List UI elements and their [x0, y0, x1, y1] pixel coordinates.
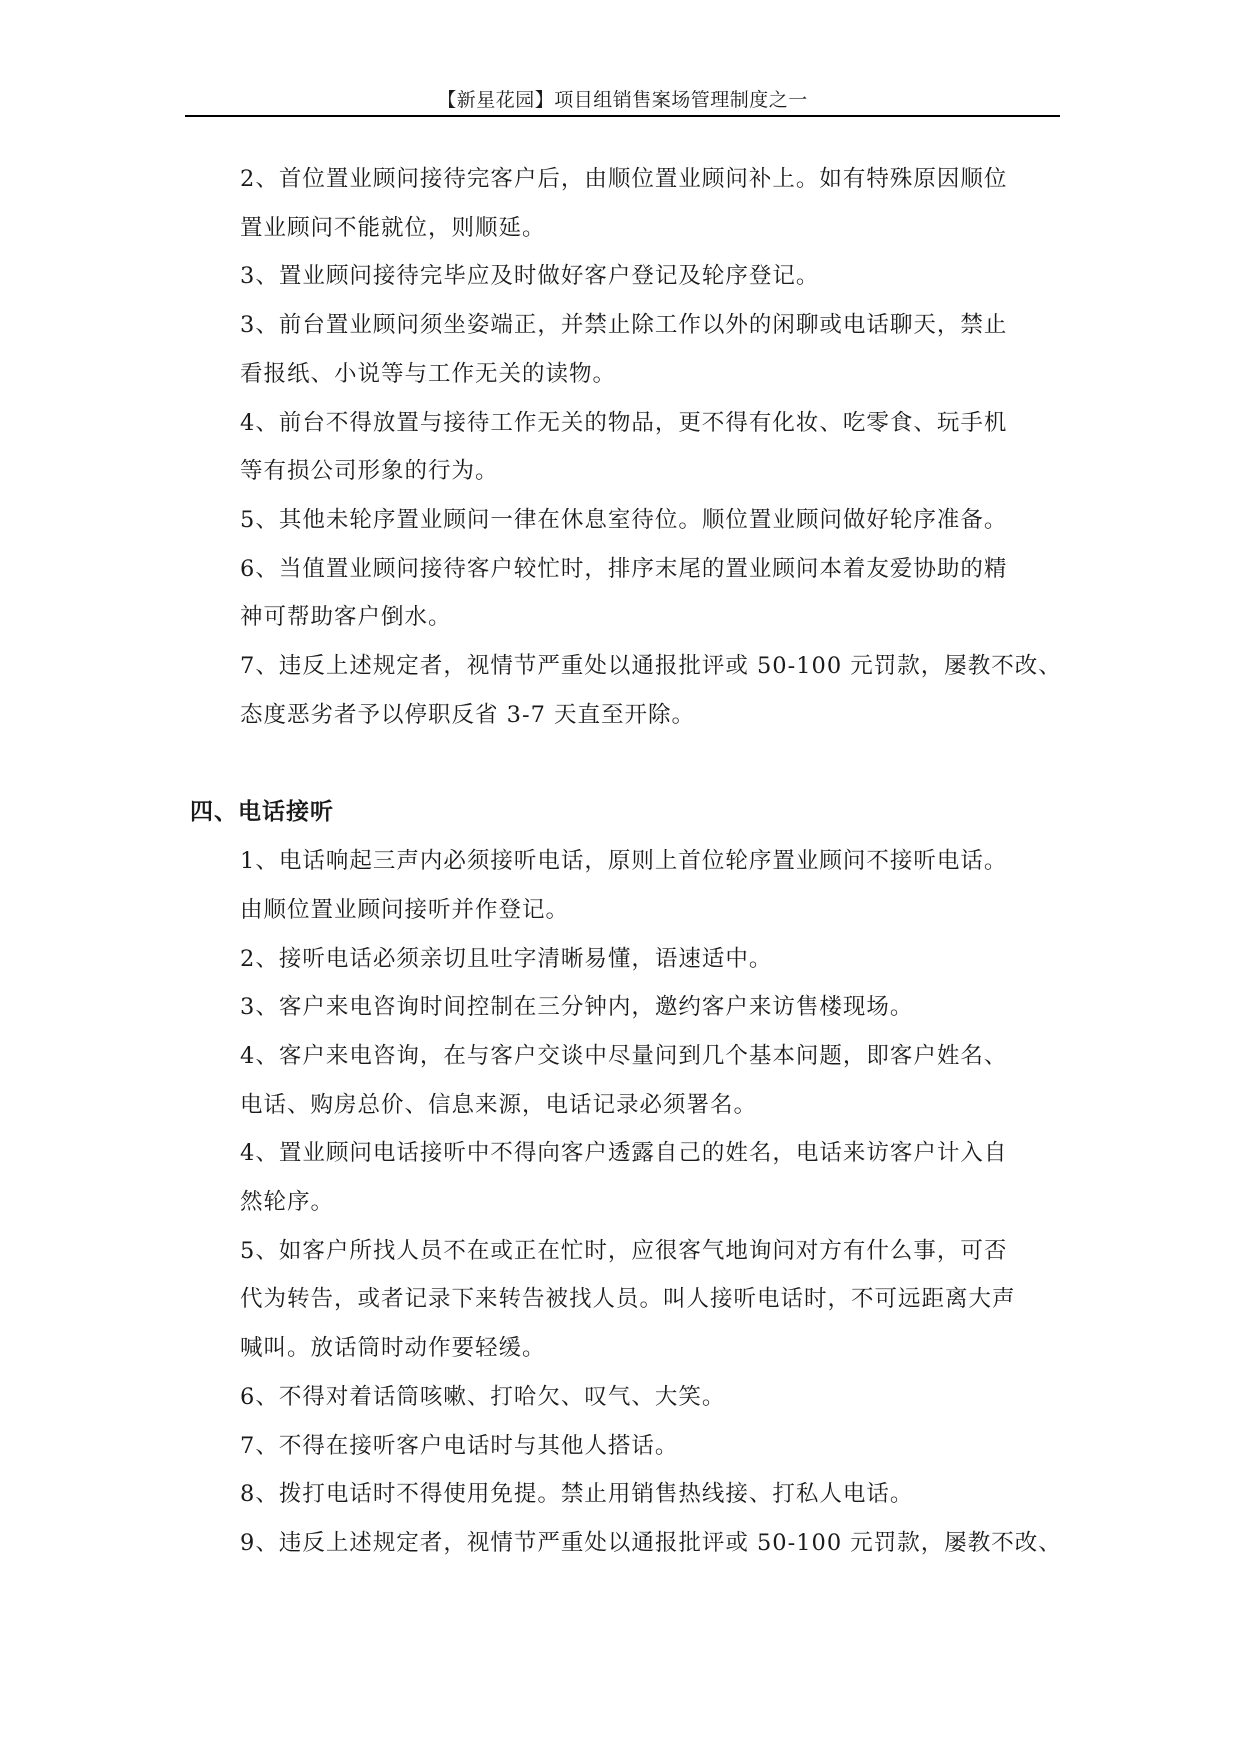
paragraph-line: 看报纸、小说等与工作无关的读物。: [240, 360, 617, 387]
paragraph-line: 2、首位置业顾问接待完客户后，由顺位置业顾问补上。如有特殊原因顺位: [240, 166, 1008, 192]
paragraph-line: 等有损公司形象的行为。: [240, 458, 499, 485]
paragraph-line: 7、不得在接听客户电话时与其他人搭话。: [240, 1432, 679, 1459]
paragraph-line: 4、前台不得放置与接待工作无关的物品，更不得有化妆、吃零食、玩手机: [240, 409, 1008, 436]
section-gap: [185, 739, 1060, 788]
paragraph-line: 置业顾问不能就位，则顺延。: [240, 214, 546, 241]
paragraph-line: 4、客户来电咨询，在与客户交谈中尽量问到几个基本问题，即客户姓名、: [240, 1042, 1008, 1069]
paragraph-line: 由顺位置业顾问接听并作登记。: [240, 896, 570, 923]
paragraph-line: 电话、购房总价、信息来源，电话记录必须署名。: [240, 1091, 758, 1118]
paragraph-line: 3、置业顾问接待完毕应及时做好客户登记及轮序登记。: [240, 263, 820, 290]
paragraph-line: 3、前台置业顾问须坐姿端正，并禁止除工作以外的闲聊或电话聊天，禁止: [240, 312, 1008, 339]
paragraph-line: 8、拨打电话时不得使用免提。禁止用销售热线接、打私人电话。: [240, 1481, 914, 1508]
body-text: [185, 155, 1060, 1568]
paragraph-line: 5、如客户所找人员不在或正在忙时，应很客气地询问对方有什么事，可否: [240, 1237, 1008, 1264]
paragraph-line: 喊叫。放话筒时动作要轻缓。: [240, 1335, 546, 1362]
paragraph-line: 3、客户来电咨询时间控制在三分钟内，邀约客户来访售楼现场。: [240, 994, 914, 1021]
paragraph-line: 5、其他未轮序置业顾问一律在休息室待位。顺位置业顾问做好轮序准备。: [240, 506, 1008, 533]
header-rule: [185, 115, 1060, 117]
paragraph-line: 2、接听电话必须亲切且吐字清晰易懂，语速适中。: [240, 945, 773, 972]
paragraph-line: 然轮序。: [240, 1189, 335, 1216]
section-heading: 四、电话接听: [190, 799, 334, 826]
paragraph-line: 1、电话响起三声内必须接听电话，原则上首位轮序置业顾问不接听电话。: [240, 848, 1008, 875]
paragraph-line: 4、置业顾问电话接听中不得向客户透露自己的姓名，电话来访客户计入自: [240, 1140, 1008, 1167]
page-header: 【新星花园】项目组销售案场管理制度之一: [437, 89, 808, 111]
paragraph-line: 9、违反上述规定者，视情节严重处以通报批评或 50-100 元罚款，屡教不改、: [240, 1529, 1062, 1556]
paragraph-line: 7、违反上述规定者，视情节严重处以通报批评或 50-100 元罚款，屡教不改、: [240, 653, 1062, 680]
paragraph-line: 代为转告，或者记录下来转告被找人员。叫人接听电话时，不可远距离大声: [240, 1286, 1016, 1313]
paragraph-line: 6、当值置业顾问接待客户较忙时，排序末尾的置业顾问本着友爱协助的精: [240, 555, 1008, 582]
paragraph-line: 态度恶劣者予以停职反省 3-7 天直至开除。: [240, 701, 696, 728]
paragraph-line: 神可帮助客户倒水。: [240, 604, 452, 631]
paragraph-line: 6、不得对着话筒咳嗽、打哈欠、叹气、大笑。: [240, 1383, 726, 1410]
